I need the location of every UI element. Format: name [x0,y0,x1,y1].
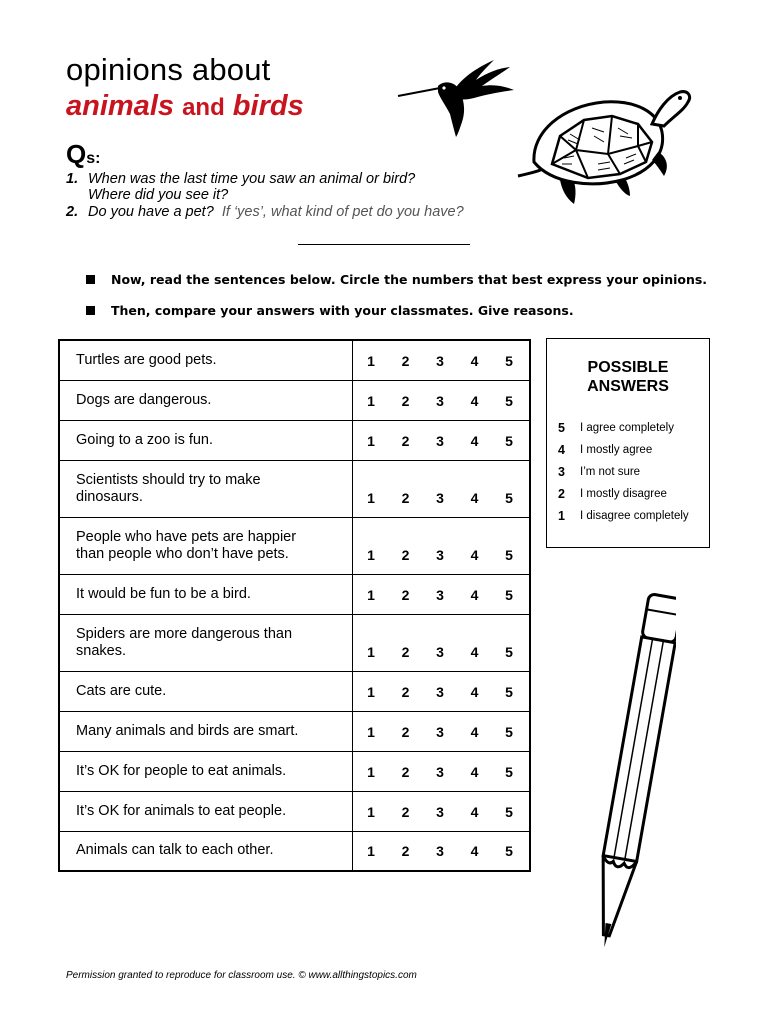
statement-line1: People who have pets are happier [76,528,297,545]
answer-key-label: I’m not sure [580,466,641,478]
questions-heading [66,139,100,170]
statement-line1: Spiders are more dangerous than [76,625,293,642]
opinion-row [59,831,530,871]
rating-option-3[interactable]: 3 [436,546,444,563]
rating-option-2[interactable]: 2 [401,683,410,700]
opinion-statement [59,420,353,460]
opinion-row [59,614,530,671]
answer-key-number: 2 [558,487,565,501]
square-bullet-icon [86,306,95,315]
rating-option-5[interactable]: 5 [505,392,513,409]
title-and: and [182,94,225,121]
rating-scale [353,587,529,614]
rating-option-1[interactable]: 1 [367,489,375,506]
answer-key-item [558,443,652,457]
opinion-statement [59,671,353,711]
rating-option-1[interactable]: 1 [367,546,375,563]
opinion-statement [59,574,353,614]
title-animals: animals [66,90,174,122]
page-title-line2 [66,90,304,123]
rating-option-2[interactable]: 2 [401,352,410,369]
rating-option-1[interactable]: 1 [367,803,375,820]
rating-option-4[interactable]: 4 [470,352,479,369]
instruction-2 [86,303,574,318]
rating-option-3[interactable]: 3 [436,643,444,660]
rating-option-4[interactable]: 4 [470,643,479,660]
rating-cell [353,671,531,711]
opinion-row [59,574,530,614]
statement-line2: than people who don’t have pets. [76,545,289,562]
opinions-table [58,339,531,872]
rating-scale [353,843,529,870]
rating-option-2[interactable]: 2 [401,432,410,449]
answer-key-label: I mostly disagree [580,488,667,500]
question-2-followup: If ‘yes’, what kind of pet do you have? [221,204,464,220]
answer-key-number: 5 [558,421,565,435]
possible-answers-title-line1: POSSIBLE [587,359,669,376]
answer-key-label: I mostly agree [580,444,653,456]
answer-key-number: 4 [558,443,565,457]
rating-option-5[interactable]: 5 [505,546,513,563]
possible-answers-box [546,338,710,548]
turtle-illustration [512,84,692,208]
rating-option-5[interactable]: 5 [505,763,513,780]
statement-line1: Animals can talk to each other. [76,842,274,859]
rating-option-4[interactable]: 4 [470,803,479,820]
rating-cell [353,574,531,614]
statement-line1: Turtles are good pets. [76,351,217,368]
rating-option-3[interactable]: 3 [436,432,444,449]
answer-key-label: I agree completely [580,422,674,434]
statement-line2: snakes. [76,642,126,659]
opinion-statement [59,614,353,671]
rating-option-1[interactable]: 1 [367,723,375,740]
rating-option-4[interactable]: 4 [470,489,479,506]
rating-scale [353,433,529,460]
opinion-row [59,340,530,380]
statement-line1: Going to a zoo is fun. [76,431,214,448]
rating-option-5[interactable]: 5 [505,489,513,506]
rating-scale [353,684,529,711]
rating-option-2[interactable]: 2 [401,763,410,780]
rating-scale [353,393,529,420]
opinion-row [59,420,530,460]
rating-option-3[interactable]: 3 [436,683,444,700]
rating-scale [353,353,529,380]
statement-line1: It’s OK for people to eat animals. [76,762,287,779]
answer-key-item [558,509,689,523]
rating-option-3[interactable]: 3 [436,586,444,603]
rating-option-2[interactable]: 2 [401,643,410,660]
rating-option-3[interactable]: 3 [436,352,444,369]
rating-option-3[interactable]: 3 [436,843,444,859]
instruction-1 [86,272,707,287]
answer-key-item [558,465,640,479]
instruction-2-text: Then, compare your answers with your classmates. Give reasons. [111,303,574,318]
rating-option-4[interactable]: 4 [470,546,479,563]
rating-scale [353,764,529,791]
rating-option-5[interactable]: 5 [505,803,513,820]
opinion-row [59,517,530,574]
rating-option-2[interactable]: 2 [401,803,410,820]
statement-line1: Scientists should try to make [76,471,261,488]
rating-option-3[interactable]: 3 [436,392,444,409]
statement-line1: Cats are cute. [76,682,167,699]
rating-option-4[interactable]: 4 [470,723,479,740]
possible-answers-title-line2: ANSWERS [587,378,669,395]
rating-option-2[interactable]: 2 [401,392,410,409]
statement-line1: It would be fun to be a bird. [76,585,251,602]
rating-option-4[interactable]: 4 [470,432,479,449]
answer-blank-line [298,244,470,245]
opinion-row [59,751,530,791]
title-birds: birds [232,90,304,122]
rating-cell [353,711,531,751]
rating-option-2[interactable]: 2 [401,489,410,506]
rating-scale [353,804,529,831]
rating-scale [353,490,529,517]
statement-line1: Dogs are dangerous. [76,391,212,408]
rating-cell [353,751,531,791]
instruction-1-text: Now, read the sentences below. Circle the numbers that best express your opinions. [111,272,708,287]
rating-option-2[interactable]: 2 [401,586,410,603]
pencil-illustration [596,588,676,958]
rating-cell [353,420,531,460]
rating-scale [353,644,529,671]
rating-option-5[interactable]: 5 [505,352,513,369]
rating-option-4[interactable]: 4 [470,683,479,700]
opinion-statement [59,460,353,517]
rating-option-5[interactable]: 5 [505,843,513,859]
rating-cell [353,791,531,831]
rating-cell [353,340,531,380]
rating-option-2[interactable]: 2 [401,546,410,563]
rating-option-1[interactable]: 1 [367,683,375,700]
questions-heading-q: Q [66,139,87,169]
rating-scale [353,724,529,751]
answer-key-item [558,421,674,435]
opinion-statement [59,831,353,871]
rating-cell [353,380,531,420]
rating-option-1[interactable]: 1 [367,352,375,369]
rating-option-4[interactable]: 4 [470,586,479,603]
opinion-statement [59,751,353,791]
question-2 [66,204,464,220]
answer-key-label: I disagree completely [580,510,689,522]
rating-option-2[interactable]: 2 [401,843,410,859]
opinion-row [59,711,530,751]
statement-line2: dinosaurs. [76,488,143,505]
possible-answers-title [547,358,709,396]
rating-option-5[interactable]: 5 [505,586,513,603]
opinion-statement [59,340,353,380]
rating-option-5[interactable]: 5 [505,643,513,660]
rating-option-1[interactable]: 1 [367,643,375,660]
rating-cell [353,460,531,517]
rating-option-1[interactable]: 1 [367,432,375,449]
statement-line1: It’s OK for animals to eat people. [76,802,287,819]
rating-option-1[interactable]: 1 [367,843,375,859]
opinion-row [59,460,530,517]
answer-key-number: 1 [558,509,565,523]
page-title-line1: opinions about [66,52,271,87]
opinion-row [59,380,530,420]
rating-option-4[interactable]: 4 [470,843,479,859]
rating-option-5[interactable]: 5 [505,683,513,700]
rating-option-3[interactable]: 3 [436,489,444,506]
question-1-text: When was the last time you saw an animal or bird? [88,171,416,187]
rating-cell [353,614,531,671]
opinion-statement [59,711,353,751]
question-2-number: 2. [66,204,79,220]
rating-option-4[interactable]: 4 [470,392,479,409]
rating-option-3[interactable]: 3 [436,803,444,820]
questions-heading-s: s: [86,150,101,167]
question-1-line2: Where did you see it? [88,187,229,203]
question-1-number: 1. [66,171,79,187]
hummingbird-illustration [396,58,518,138]
answer-key-number: 3 [558,465,565,479]
rating-option-5[interactable]: 5 [505,432,513,449]
square-bullet-icon [86,275,95,284]
rating-option-2[interactable]: 2 [401,723,410,740]
answer-key-item [558,487,667,501]
question-1 [66,171,415,187]
rating-option-1[interactable]: 1 [367,586,375,603]
rating-option-5[interactable]: 5 [505,723,513,740]
statement-line1: Many animals and birds are smart. [76,722,299,739]
opinion-row [59,791,530,831]
rating-option-4[interactable]: 4 [470,763,479,780]
opinion-row [59,671,530,711]
question-2-text: Do you have a pet? [88,204,214,220]
opinion-statement [59,380,353,420]
rating-option-3[interactable]: 3 [436,723,444,740]
rating-option-1[interactable]: 1 [367,392,375,409]
footer-permission-text: Permission granted to reproduce for classroom use. © www.allthingstopics.com [66,970,417,981]
rating-cell [353,517,531,574]
opinion-statement [59,517,353,574]
rating-scale [353,547,529,574]
rating-cell [353,831,531,871]
opinion-statement [59,791,353,831]
rating-option-3[interactable]: 3 [436,763,444,780]
rating-option-1[interactable]: 1 [367,763,375,780]
